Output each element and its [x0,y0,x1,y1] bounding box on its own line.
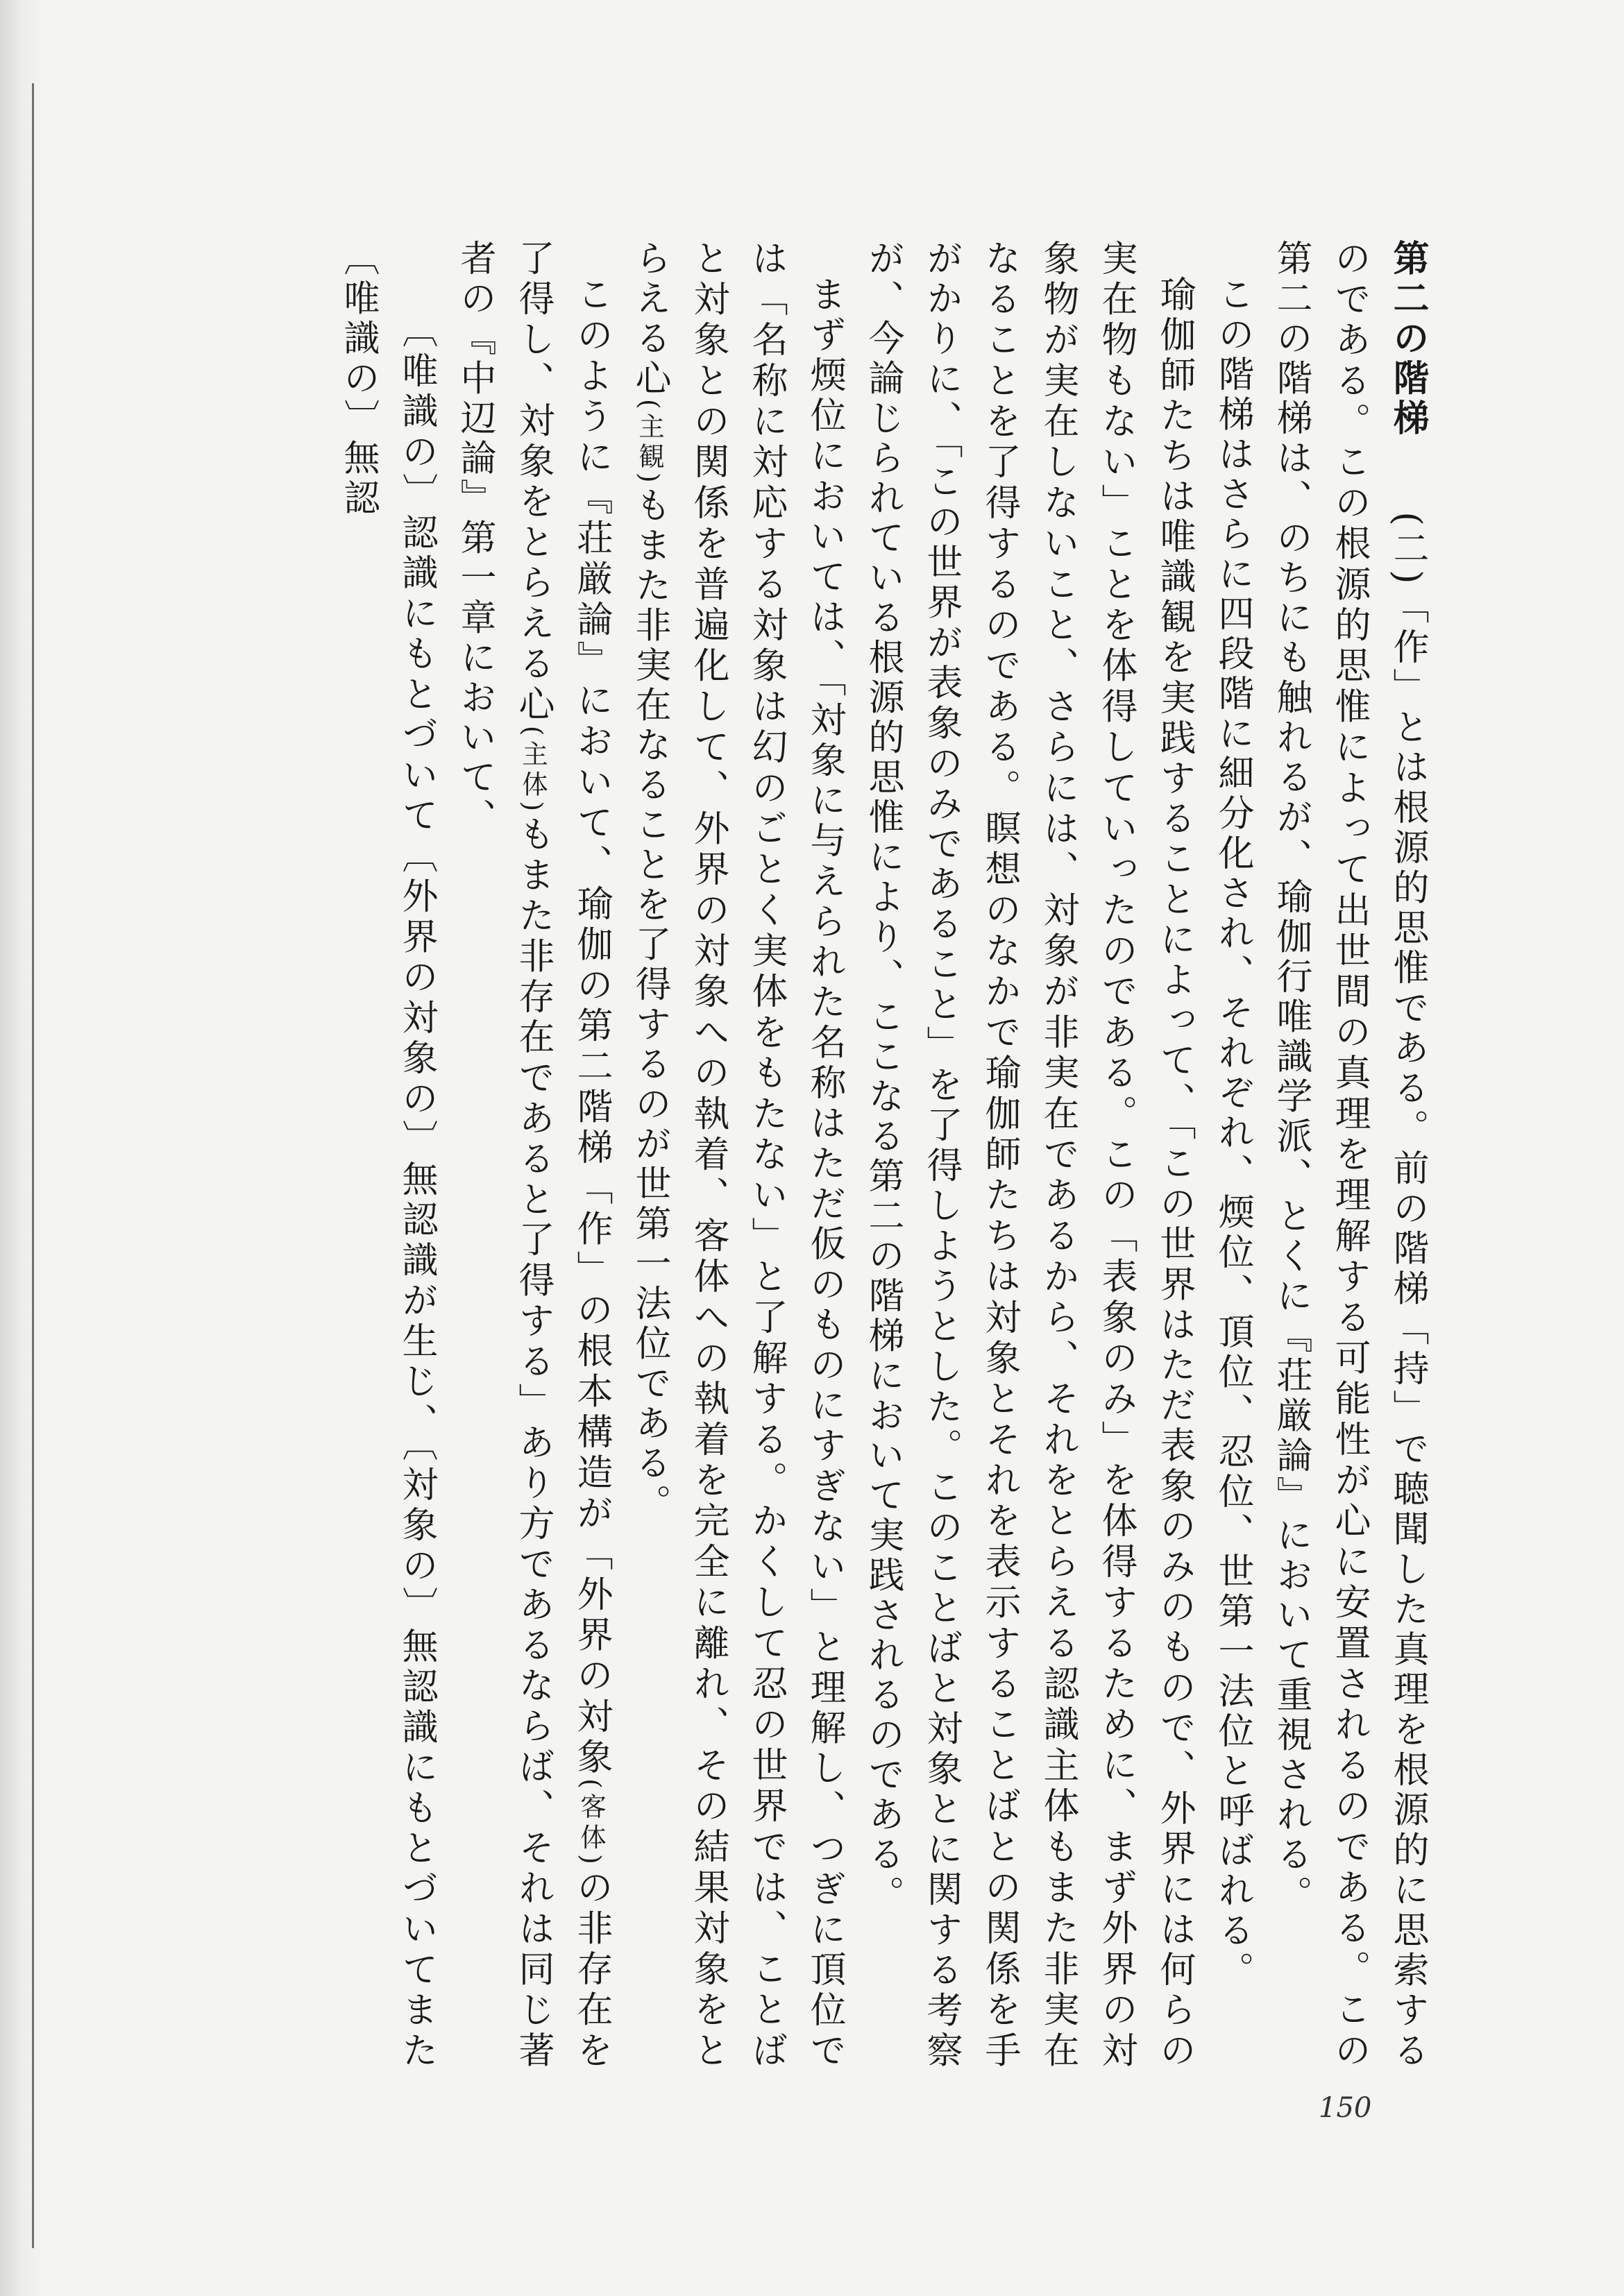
paragraph-1-text: (二)「作」とは根源的思惟である。前の階梯「持」で聴聞した真理を根源的に思索するのである。この根源的思惟によって出世間の真理を理解する可能性が心に安置されるのである。この第二の階梯は、のちにも触れるが、瑜伽行唯識学派、とくに『荘厳論』において重視される。 [1270,239,1428,2071]
page-number: 150 [1319,2092,1372,2124]
paragraph-1 [1262,239,1437,2071]
binding-shadow [0,0,43,2296]
paragraph-5-text-a: このように『荘厳論』において、瑜伽の第二階梯「作」の根本構造が「外界の対象 [570,275,612,1779]
paragraph-4-text-a: まず煗位においては、「対象に与えられた名称はただ仮のものにすぎない」と理解し、つぎに頂位では「名称に対応する対象は幻のごとく実体をもたない」と了解する。かくして忍の世界では、ことばと対象との関係を普遍化して、外界の対象への執着、客体への執着を完全に離れ、その結果対象をとらえる心 [629,239,845,2071]
paragraph-5-note-1: (客体) [576,1778,607,1869]
paragraph-5 [446,239,620,2071]
paragraph-3: 瑜伽師たちは唯識観を実践することによって、「この世界はただ表象のみのもので、外界には何らの実在物もない」ことを体得していったのである。この「表象のみ」を体得するために、まず外界の対象物が実在しないこと、さらには、対象が非実在であるから、それをとらえる認識主体もまた非実在なることを了得するのである。瞑想のなかで瑜伽師たちは対象とそれを表示することばとの関係を手がかりに、「この世界が表象のみであること」を了得しようとした。このことばと対象とに関する考察が、今論じられている根源的思惟により、ここなる第二の階梯において実践されるのである。 [862,239,1195,2071]
paragraph-4 [620,239,854,2071]
vertical-body-text [167,239,1437,2071]
section-heading: 第二の階梯 [1387,239,1428,439]
paragraph-5-text-c: もまた非存在であると了得する」あり方であるならば、それは同じ著者の『中辺論』第一章において、 [454,239,554,2071]
paragraph-4-text-b: もまた非実在なることを了得するのが世第一法位である。 [629,486,670,1524]
binding-line [32,83,34,2248]
paragraph-5-text-b: の非存在を了得し、対象をとらえる心 [512,239,612,2071]
paragraph-5-note-2: (主体) [518,725,548,815]
quotation: 〔唯識の〕認識にもとづいて〔外界の対象の〕無認識が生じ、〔対象の〕無認識にもとづいてまた〔唯識の〕無認 [337,239,437,2071]
paragraph-2: この階梯はさらに四段階に細分化され、それぞれ、煗位、頂位、忍位、世第一法位と呼ばれる。 [1212,275,1253,1991]
paragraph-4-note: (主観) [634,399,665,487]
